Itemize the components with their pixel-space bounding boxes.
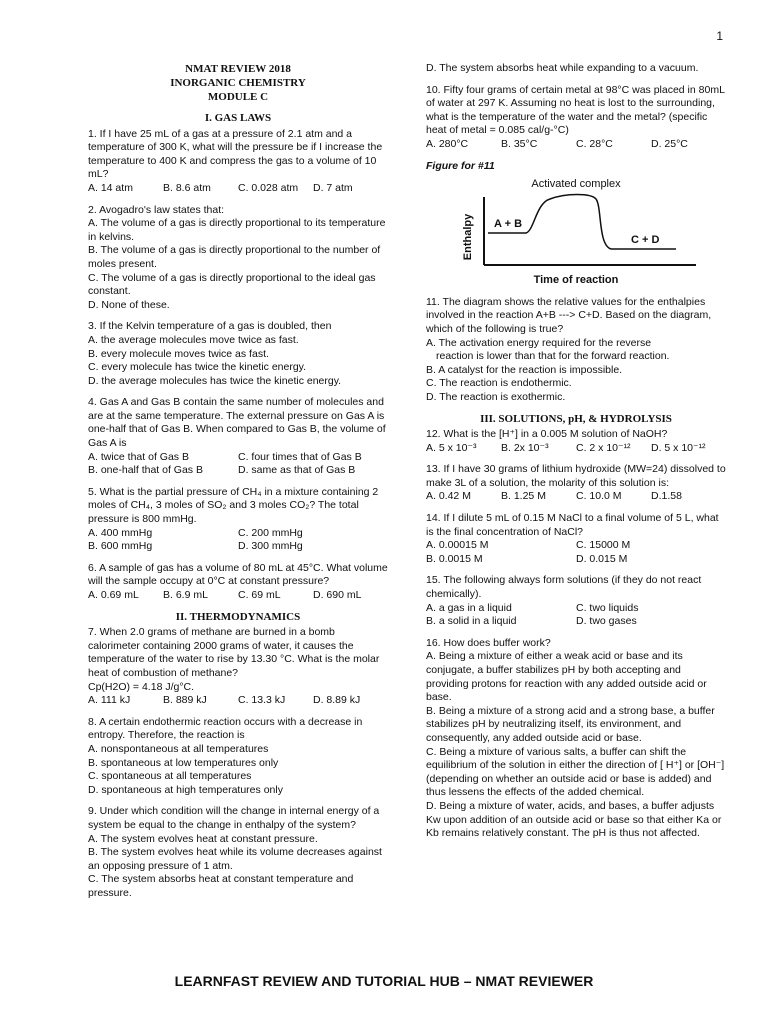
option: C. every molecule has twice the kinetic energy. [88,361,307,374]
option: A. twice that of Gas B [88,450,189,463]
question-text: 14. If I dilute 5 mL of 0.15 M NaCl to a final volume of 5 L, what is the final concentration of NaCl? [426,512,719,538]
option: C. two liquids [576,601,639,614]
figure-caption: Figure for #11 [426,159,495,172]
section-solutions: III. SOLUTIONS, pH, & HYDROLYSIS [480,412,672,425]
question-text: 1. If I have 25 mL of a gas at a pressure of 2.1 atm and a temperature of 300 K, what will the pressure be if I increase the temperature to 400 K and compress the gas to a volume of 10 mL? [88,127,383,181]
option: B. one-half that of Gas B [88,464,203,477]
question-text: 11. The diagram shows the relative values for the enthalpies involved in the reaction A+B ---> C+D. Based on the diagram, which of the following is true? [426,295,712,335]
option: B. 35°C [501,137,538,150]
reactant-label: A + B [494,218,523,231]
y-axis-label: Enthalpy [462,213,474,261]
question-text: 4. Gas A and Gas B contain the same number of molecules and are at the same temperature. The external pressure on Gas A is one-half that of Gas B. When compared to Gas B, the volume of Gas A is [88,396,386,450]
page-number: 1 [716,29,723,43]
options [88,451,388,478]
option: D. spontaneous at high temperatures only [88,783,283,796]
question-text: 5. What is the partial pressure of CH₄ in a mixture containing 2 moles of CH₄, 3 moles of SO₂ and 3 moles CO₂? The total pressure is 800 mmHg. [88,485,379,526]
question-14 [426,512,726,566]
question-1 [88,128,388,196]
option: A. 5 x 10⁻³ [426,441,477,454]
question-text: 8. A certain endothermic reaction occurs with a decrease in entropy. Therefore, the reaction is [88,715,363,742]
question-5 [88,486,388,554]
question-9-continued [426,62,726,76]
option: A. 0.69 mL [88,589,139,601]
option: C. 0.028 atm [238,181,299,194]
question-text: 7. When 2.0 grams of methane are burned in a bomb calorimeter containing 2000 grams of water, it causes the temperature of the water to rise by 13.30 °C. What is the molar heat of combustion of methane? [88,626,380,679]
option: B. The system evolves heat while its volume decreases against an opposing pressure of 1 atm. [88,846,382,872]
options [88,589,388,603]
option: D.1.58 [651,490,682,503]
option: B. every molecule moves twice as fast. [88,347,269,360]
option: D. the average molecules has twice the kinetic energy. [88,374,342,387]
options [88,527,388,554]
option: A. the average molecules move twice as fast. [88,333,299,346]
option: D. 690 mL [313,589,362,601]
option: B. Being a mixture of a strong acid and a strong base, a buffer stabilizes pH by neutralizing itself, its environment, and consequently, any added outside acid or base. [426,704,715,744]
right-column [426,62,726,849]
option: A. nonspontaneous at all temperatures [88,742,269,755]
option: D. 8.89 kJ [313,694,361,707]
doc-title-3: MODULE C [207,91,269,103]
option: A. 111 kJ [88,694,131,707]
option: A. 14 atm [88,181,133,194]
option: A. 0.00015 M [426,539,489,552]
option: A. 400 mmHg [88,526,153,539]
question-13 [426,463,726,504]
doc-title-2: INORGANIC CHEMISTRY [170,77,306,89]
option: A. 0.42 M [426,490,471,503]
options [426,539,726,566]
section-thermodynamics: II. THERMODYNAMICS [175,610,301,623]
options [88,694,388,708]
option: C. The reaction is endothermic. [426,377,572,390]
option: D. 25°C [651,137,688,150]
question-11 [426,296,726,405]
x-axis-label: Time of reaction [533,274,619,287]
option: A. Being a mixture of either a weak acid or base and its conjugate, a buffer stabilizes pH by both accepting and providing protons for reaction with any added outside acid or base. [426,650,707,704]
option: B. 8.6 atm [163,181,211,194]
option: D. 5 x 10⁻¹² [651,441,706,454]
section-gas-laws: I. GAS LAWS [204,112,272,124]
question-16 [426,637,726,841]
question-3 [88,320,388,388]
option: A. The activation energy required for the reverse [426,336,652,349]
option: D. Being a mixture of water, acids, and bases, a buffer adjusts Kw upon addition of an outside acid or base so that either Ka or Kb remains relatively constant. The pH is thus not affected. [426,799,722,840]
option: C. spontaneous at all temperatures [88,770,252,783]
option: C. 15000 M [576,539,631,552]
option: A. The volume of a gas is directly proportional to its temperature in kelvins. [88,217,386,243]
product-label: C + D [631,234,660,247]
option: D. 7 atm [313,181,353,194]
question-text: 3. If the Kelvin temperature of a gas is doubled, then [88,320,332,333]
option: B. 0.0015 M [426,552,483,565]
option: B. spontaneous at low temperatures only [88,756,279,769]
option: C. The system absorbs heat at constant temperature and pressure. [88,873,354,899]
options [426,490,726,504]
enthalpy-diagram-figure [426,160,726,292]
question-15 [426,574,726,628]
option: B. 2x 10⁻³ [501,441,549,454]
options [426,602,726,629]
question-text: 2. Avogadro's law states that: [88,203,225,216]
options [426,442,726,456]
option: B. The volume of a gas is directly proportional to the number of moles present. [88,244,381,270]
question-text: 9. Under which condition will the change in internal energy of a system be equal to the change in enthalpy of the system? [88,805,380,831]
option: C. 13.3 kJ [238,694,286,707]
option: D. same as that of Gas B [238,464,356,477]
option: D. The reaction is exothermic. [426,390,566,403]
question-4 [88,396,388,478]
option: C. Being a mixture of various salts, a buffer can shift the equilibrium of the solution in either the direction of [ H⁺] or [OH⁻] (depending on whether an outside acid or base is added) and thus lessens the effects of the added chemical. [426,745,725,799]
activated-complex-label: Activated complex [531,178,621,191]
option: D. two gases [576,615,637,628]
question-9 [88,805,388,900]
option: B. 1.25 M [501,490,546,503]
option: B. 6.9 mL [163,589,208,601]
question-8 [88,716,388,798]
question-text: 16. How does buffer work? [426,636,551,649]
option: C. 200 mmHg [238,526,303,539]
option: C. 28°C [576,137,613,150]
question-12 [426,428,726,455]
question-2 [88,204,388,313]
option: D. The system absorbs heat while expanding to a vacuum. [426,62,699,74]
option: A. The system evolves heat at constant pressure. [88,832,318,845]
option: C. The volume of a gas is directly proportional to the ideal gas constant. [88,271,376,298]
option: C. 10.0 M [576,490,622,503]
given-value: Cp(H2O) = 4.18 J/g°C. [88,680,195,693]
option: C. 69 mL [238,589,281,601]
option: D. None of these. [88,298,170,311]
option: B. 889 kJ [163,694,207,707]
question-7 [88,626,388,708]
option: D. 300 mmHg [238,540,303,553]
enthalpy-diagram [426,175,726,287]
question-text: 15. The following always form solutions (if they do not react chemically). [426,574,702,601]
question-text: 6. A sample of gas has a volume of 80 mL at 45°C. What volume will the sample occupy at 0°C at constant pressure? [88,561,388,588]
option-continued: reaction is lower than that for the forward reaction. [436,350,670,363]
question-text: 10. Fifty four grams of certain metal at 98°C was placed in 80mL of water at 297 K. Assuming no heat is lost to the surrounding, what is the temperature of the water and the metal? (specific heat of metal = 0.085 cal/g-°C) [426,83,725,137]
option: A. 280°C [426,137,469,150]
page-footer: LEARNFAST REVIEW AND TUTORIAL HUB – NMAT REVIEWER [174,973,594,989]
options [88,182,388,196]
option: B. 600 mmHg [88,540,153,553]
option: B. a solid in a liquid [426,615,517,628]
option: C. 2 x 10⁻¹² [576,441,631,454]
question-text: 13. If I have 30 grams of lithium hydroxide (MW=24) dissolved to make 3L of a solution, the molarity of this solution is: [426,463,726,489]
option: B. A catalyst for the reaction is impossible. [426,363,623,376]
option: D. 0.015 M [576,552,628,565]
options [426,138,726,152]
option: C. four times that of Gas B [238,450,362,463]
question-text: 12. What is the [H⁺] in a 0.005 M solution of NaOH? [426,428,668,441]
option: A. a gas in a liquid [426,601,512,614]
left-column [88,62,388,908]
doc-title-1: NMAT REVIEW 2018 [185,63,291,75]
question-10 [426,84,726,152]
question-6 [88,562,388,603]
